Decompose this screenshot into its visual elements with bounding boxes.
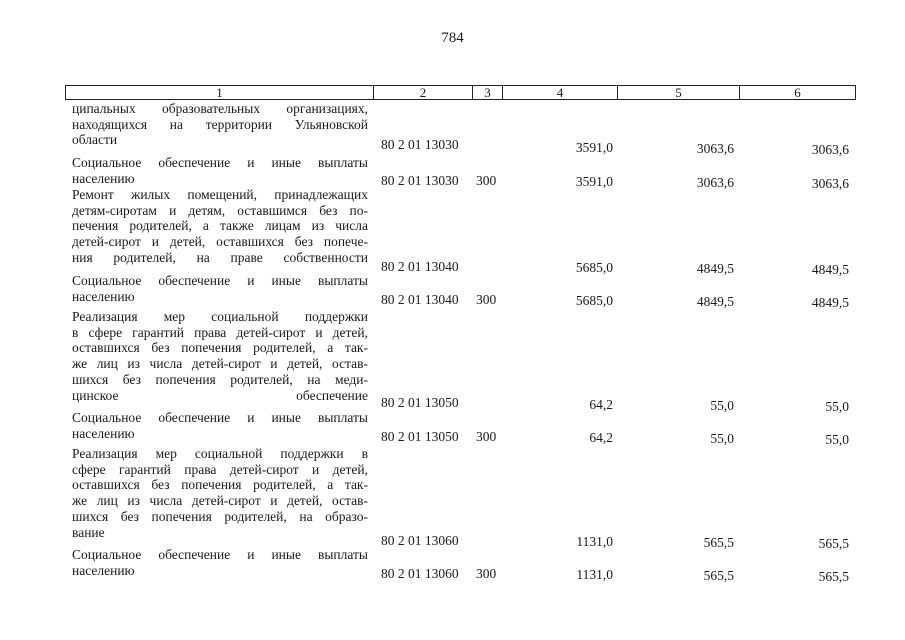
row-vr: 300 [476, 429, 497, 444]
desc-line: вание [72, 524, 105, 540]
row-col4: 5685,0 [575, 260, 613, 275]
row-col5: 3063,6 [696, 141, 734, 156]
row-col5: 565,5 [703, 568, 734, 583]
row-code: 80 2 01 13040 [381, 259, 459, 274]
row-col4: 1131,0 [576, 534, 613, 549]
row-col5: 4849,5 [696, 294, 734, 309]
row-col5: 55,0 [710, 431, 734, 446]
row-col6: 565,5 [818, 536, 849, 551]
row-code: 80 2 01 13050 [381, 395, 459, 410]
desc-line: шихся без попечения родителей, на образо- [72, 508, 368, 524]
row-code: 80 2 01 13050 [381, 429, 459, 444]
row-description [72, 101, 368, 148]
row-col6: 3063,6 [811, 176, 849, 191]
desc-line: ния родителей, на праве собственности [72, 249, 368, 265]
row-col6: 3063,6 [811, 142, 849, 157]
header-col-3: 3 [473, 86, 503, 99]
desc-line: печения родителей, а также лицам из числа [72, 218, 368, 234]
header-col-6: 6 [794, 85, 801, 100]
header-col-2: 2 [374, 86, 473, 99]
row-description [72, 273, 368, 304]
row-description [72, 309, 368, 403]
row-col6: 55,0 [825, 399, 849, 414]
row-description [72, 446, 368, 540]
desc-line: Социальное обеспечение и иные выплаты [72, 410, 368, 425]
desc-line: в сфере гарантий права детей-сирот и детей, [72, 324, 368, 340]
desc-line: находящихся на территории Ульяновской [72, 116, 368, 132]
row-col5: 55,0 [710, 398, 734, 413]
desc-line: же лиц из числа детей-сирот и детей, остав- [72, 356, 368, 372]
desc-line: сфере гарантий права детей-сирот и детей, [72, 461, 368, 477]
row-col4: 3591,0 [575, 174, 613, 189]
row-code: 80 2 01 13030 [381, 137, 459, 152]
row-description [72, 410, 368, 441]
desc-line: шихся без попечения родителей, на меди- [72, 371, 368, 387]
desc-line: Социальное обеспечение и иные выплаты [72, 155, 368, 170]
row-col4: 64,2 [589, 430, 613, 445]
desc-line: Ремонт жилых помещений, принадлежащих [72, 187, 368, 202]
row-col6: 55,0 [825, 432, 849, 447]
row-col5: 565,5 [703, 535, 734, 550]
desc-line: ципальных образовательных организациях, [72, 101, 368, 116]
row-col4: 1131,0 [576, 567, 613, 582]
row-col6: 4849,5 [811, 295, 849, 310]
desc-line: области [72, 132, 118, 148]
header-col-1: 1 [66, 86, 374, 99]
desc-line: детям-сиротам и детям, оставшимся без по- [72, 202, 368, 218]
row-vr: 300 [476, 292, 497, 307]
row-code: 80 2 01 13060 [381, 533, 459, 548]
row-description [72, 155, 368, 186]
row-col5: 4849,5 [696, 261, 734, 276]
desc-line: Социальное обеспечение и иные выплаты [72, 273, 368, 288]
row-col6: 4849,5 [811, 262, 849, 277]
header-col-4: 4 [503, 86, 618, 99]
row-vr: 300 [476, 566, 497, 581]
row-description [72, 547, 368, 578]
header-col-5: 5 [618, 86, 740, 99]
row-col5: 3063,6 [696, 175, 734, 190]
desc-line: населению [72, 170, 135, 186]
row-code: 80 2 01 13040 [381, 292, 459, 307]
row-code: 80 2 01 13030 [381, 173, 459, 188]
row-col4: 5685,0 [575, 293, 613, 308]
desc-line: же лиц из числа детей-сирот и детей, остав- [72, 493, 368, 509]
desc-line: оставшихся без попечения родителей, а так- [72, 477, 368, 493]
table-header [65, 85, 856, 100]
row-code: 80 2 01 13060 [381, 566, 459, 581]
desc-line: оставшихся без попечения родителей, а так- [72, 340, 368, 356]
row-vr: 300 [476, 173, 497, 188]
desc-line: населению [72, 288, 135, 304]
desc-line: Реализация мер социальной поддержки [72, 309, 368, 324]
desc-line: населению [72, 562, 135, 578]
row-description [72, 187, 368, 266]
desc-line: населению [72, 425, 135, 441]
desc-line: цинское обеспечение [72, 387, 368, 403]
desc-line: детей-сирот и детей, оставшихся без попече- [72, 234, 368, 250]
page-number: 784 [441, 30, 464, 46]
desc-line: Социальное обеспечение и иные выплаты [72, 547, 368, 562]
row-col6: 565,5 [818, 569, 849, 584]
row-col4: 64,2 [589, 397, 613, 412]
desc-line: Реализация мер социальной поддержки в [72, 446, 368, 461]
row-col4: 3591,0 [575, 140, 613, 155]
